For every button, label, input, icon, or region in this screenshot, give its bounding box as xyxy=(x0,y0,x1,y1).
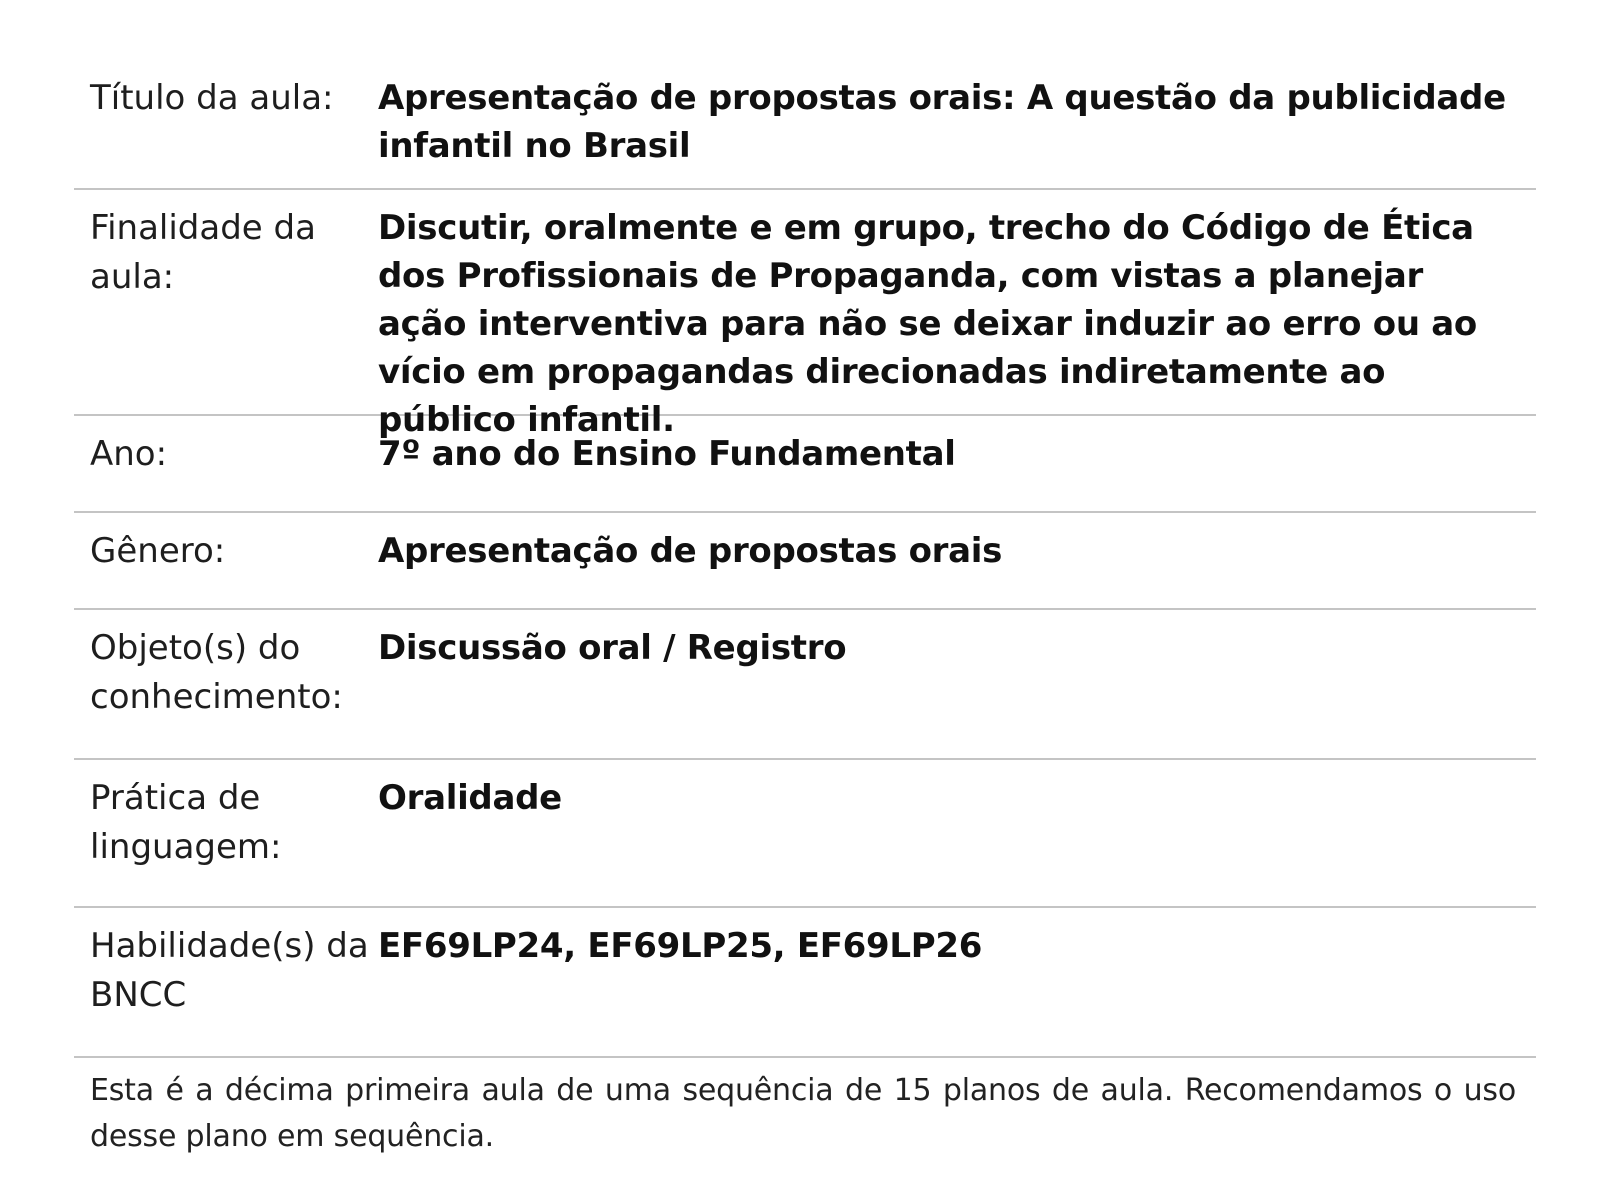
knowledge-object-label: Objeto(s) do conhecimento: xyxy=(90,628,343,717)
school-year-label: Ano: xyxy=(90,434,168,474)
row-lesson-purpose xyxy=(74,190,1536,440)
lesson-info-table xyxy=(74,60,1536,1058)
school-year-value: 7º ano do Ensino Fundamental xyxy=(378,434,956,474)
genre-label: Gênero: xyxy=(90,531,226,571)
lesson-purpose-label: Finalidade da aula: xyxy=(90,208,316,297)
row-genre xyxy=(74,513,1536,610)
language-practice-label: Prática de linguagem: xyxy=(90,778,282,867)
bncc-skills-value: EF69LP24, EF69LP25, EF69LP26 xyxy=(378,926,983,966)
row-knowledge-object xyxy=(74,610,1536,760)
lesson-purpose-value: Discutir, oralmente e em grupo, trecho do Código de Ética dos Profissionais de Propaganda, com vistas a planejar ação interventiva para não se deixar induzir ao erro ou ao vício em propagandas direcionadas indiretamente ao público infantil. xyxy=(378,208,1477,440)
row-school-year xyxy=(74,416,1536,513)
bncc-skills-label: Habilidade(s) da BNCC xyxy=(90,926,369,1015)
row-lesson-title xyxy=(74,60,1536,190)
row-language-practice xyxy=(74,760,1536,908)
row-bncc-skills xyxy=(74,908,1536,1058)
sequence-note: Esta é a décima primeira aula de uma sequência de 15 planos de aula. Recomendamos o uso desse plano em sequência. xyxy=(90,1073,1516,1154)
knowledge-object-value: Discussão oral / Registro xyxy=(378,628,847,668)
language-practice-value: Oralidade xyxy=(378,778,562,818)
lesson-title-label: Título da aula: xyxy=(90,78,334,118)
genre-value: Apresentação de propostas orais xyxy=(378,531,1003,571)
lesson-title-value: Apresentação de propostas orais: A questão da publicidade infantil no Brasil xyxy=(378,78,1506,166)
